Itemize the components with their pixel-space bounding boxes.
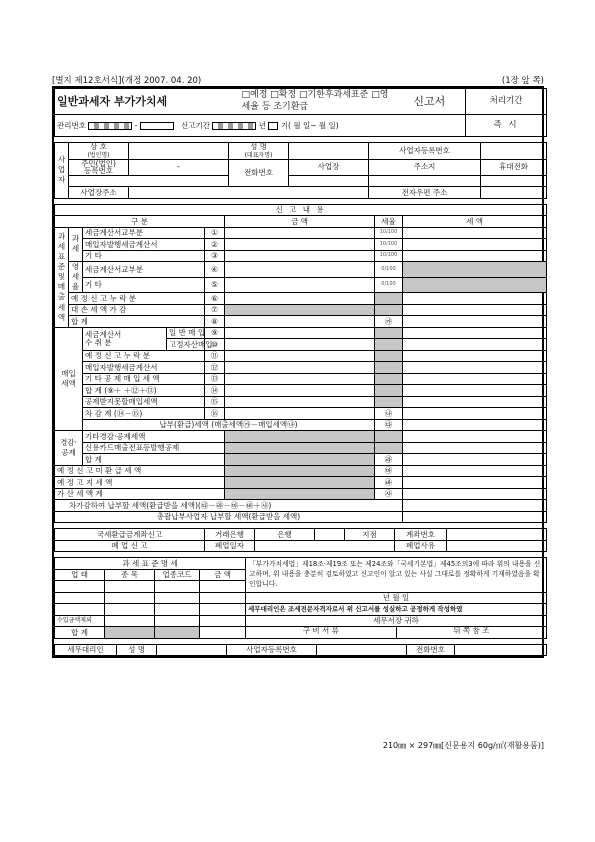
detail-cell[interactable] xyxy=(200,592,246,604)
extra-row-2-amount xyxy=(225,477,375,489)
col-tax: 세 액 xyxy=(403,216,547,228)
purchase-row-15-rate xyxy=(375,396,403,408)
purchase-row-13-num: ⑬ xyxy=(205,373,225,385)
purchase-row-11-num: ⑪ xyxy=(205,350,225,362)
phone-mobile-label: 휴대전화 xyxy=(481,159,547,175)
purchase-side-label: 매입세액 xyxy=(55,327,83,431)
purchase-row-10-rate xyxy=(375,339,403,351)
purchase-row-15-amount[interactable] xyxy=(225,396,375,408)
sales-row-2-amount[interactable] xyxy=(225,239,375,251)
phone-biz-label: 사업장 xyxy=(289,159,369,175)
sales-row-4-rate: 0/100 xyxy=(375,262,403,278)
purchase-row-12-amount[interactable] xyxy=(225,362,375,374)
purchase-row-15-num: ⑮ xyxy=(205,396,225,408)
sales-row-3-tax[interactable] xyxy=(403,250,547,262)
extra-row-2-label: 예 정 고 지 세 액 xyxy=(55,477,225,489)
address-label: 사업장주소 xyxy=(69,187,129,199)
sales-row-7-rate xyxy=(375,304,403,316)
agent-statement: 세무대리인은 조세전문자격자로서 위 신고서를 성실하고 공정하게 작성하였 xyxy=(246,604,547,616)
rep-name-label: 성 명 (대표자명) xyxy=(229,143,289,160)
detail-declaration xyxy=(54,557,547,639)
purchase-row-13-label: 기 타 공 제 매 입 세 액 xyxy=(83,373,205,385)
brn-label: 사업자등록번호 xyxy=(369,143,481,160)
payable-mark: ㉰ xyxy=(375,419,403,431)
deduct-row-1-tax[interactable] xyxy=(403,431,547,443)
sales-row-2-num: ② xyxy=(205,239,225,251)
docs-row xyxy=(246,627,547,639)
processing-period-value: 즉 시 xyxy=(466,115,547,137)
email-label: 전자우편 주소 xyxy=(369,187,481,199)
tax-office-addressee: 세무서장 귀하 xyxy=(246,615,547,627)
form-title-suffix: 신고서 xyxy=(394,89,466,115)
report-type-options[interactable]: □예정 □확정 □기한후과세표준 □영세율 등 조기환급 xyxy=(240,89,394,115)
agent-brn-field[interactable] xyxy=(317,644,407,656)
detail-total-amount[interactable] xyxy=(200,627,246,639)
vat-return-form xyxy=(52,86,544,658)
agent-footer xyxy=(54,644,547,657)
email-field[interactable] xyxy=(481,187,547,199)
deduct-row-2-amount xyxy=(225,442,375,454)
quarter-label: 기( 월 일~ 월 일) xyxy=(280,120,339,130)
final-row-2-tax[interactable] xyxy=(403,511,547,523)
sales-row-7-amount xyxy=(225,304,375,316)
deduct-side-label: 경감·공제 xyxy=(55,431,83,466)
tax-side-label: 과세 xyxy=(69,227,83,262)
rrn-field[interactable]: - xyxy=(129,159,229,175)
payable-label: 납부(환급)세액 (매출세액㉮－매입세액㉯) xyxy=(83,419,375,431)
agent-label: 세무대리인 xyxy=(55,644,117,656)
purchase-row-9-rate xyxy=(375,327,403,339)
detail-col-business: 업 태 xyxy=(55,569,105,581)
purchase-row-11-amount[interactable] xyxy=(225,350,375,362)
page-count: (1장 앞 쪽) xyxy=(501,76,544,86)
closure-reason-label: 폐업사유 xyxy=(395,540,447,552)
sales-row-5-rate: 0/100 xyxy=(375,277,403,293)
purchase-row-10-tax[interactable] xyxy=(403,339,547,351)
purchase-row-10-num: ⑩ xyxy=(205,339,225,351)
extra-row-3-mark: ㉴ xyxy=(375,488,403,500)
purchase-row-11-label: 예 정 신 고 누 락 분 xyxy=(83,350,205,362)
agent-phone-label: 전화번호 xyxy=(407,644,455,656)
closure-date-field[interactable] xyxy=(255,540,395,552)
deduct-total-tax[interactable] xyxy=(403,454,547,466)
quarter-field[interactable] xyxy=(268,122,278,130)
extra-row-3-label: 가 산 세 액 계 xyxy=(55,488,225,500)
sales-row-5-tax xyxy=(403,277,547,293)
sales-total-num: ⑧ xyxy=(205,316,225,328)
purchase-row-13-rate xyxy=(375,373,403,385)
payable-tax[interactable] xyxy=(403,419,547,431)
sales-row-7-num: ⑦ xyxy=(205,304,225,316)
detail-cell[interactable] xyxy=(55,604,105,616)
extra-row-3-tax[interactable] xyxy=(403,488,547,500)
address-field[interactable] xyxy=(129,187,369,199)
refund-label: 국세환급금계좌신고 xyxy=(55,529,205,541)
sales-total-amount[interactable] xyxy=(225,316,375,328)
purchase-row-12-rate xyxy=(375,362,403,374)
brn-field[interactable] xyxy=(481,143,547,160)
refund-closure xyxy=(54,528,547,552)
purchase-tax-mark: ㉯ xyxy=(375,408,403,420)
purchase-row-12-label: 매입자발행세금계산서 xyxy=(83,362,205,374)
purchase-row-9-label: 일 반 매 입 xyxy=(167,327,205,339)
purchase-row-14-label: 합 계 (⑨＋ ＋⑫＋⑬) xyxy=(83,385,205,397)
branch-field[interactable] xyxy=(315,529,345,541)
title-block xyxy=(54,88,547,137)
closure-reason-field[interactable] xyxy=(447,540,547,552)
mgmt-number-field-2[interactable] xyxy=(140,122,174,130)
bank-field[interactable]: 은행 xyxy=(255,529,315,541)
extra-row-1-amount xyxy=(225,465,375,477)
detail-cell[interactable] xyxy=(155,604,200,616)
col-kind: 구 분 xyxy=(55,216,225,228)
agent-name-field[interactable] xyxy=(157,644,227,656)
sales-row-1-num: ① xyxy=(205,227,225,239)
rrn-label: 주민(법인) 등록번호 xyxy=(69,159,129,175)
agent-phone-field[interactable] xyxy=(455,644,547,656)
sales-row-4-amount[interactable] xyxy=(225,262,375,278)
sales-row-3-label: 기 타 xyxy=(83,250,205,262)
report-year-field[interactable] xyxy=(212,122,256,130)
invoice-received-label: 세금계산서 수 취 분 xyxy=(83,327,167,350)
phone-label: 전화번호 xyxy=(229,159,289,187)
sales-tax-mark: ㉮ xyxy=(375,316,403,328)
purchase-row-9-num: ⑨ xyxy=(205,327,225,339)
report-content-title: 신 고 내 용 xyxy=(55,204,547,216)
detail-cell[interactable] xyxy=(155,592,200,604)
sales-row-3-amount[interactable] xyxy=(225,250,375,262)
detail-cell[interactable] xyxy=(200,581,246,593)
deduct-total-label: 합 계 xyxy=(83,454,225,466)
deduct-row-1-amount xyxy=(225,431,375,443)
sales-row-3-rate: 10/100 xyxy=(375,250,403,262)
company-name-field[interactable] xyxy=(129,143,229,160)
mgmt-row: 관리번호 - 신고기간 년 기( 월 일~ 월 일) xyxy=(55,115,466,137)
detail-cell[interactable] xyxy=(105,581,155,593)
sales-total-label: 합 계 xyxy=(69,316,205,328)
detail-total-item xyxy=(105,627,155,639)
extra-row-3-amount xyxy=(225,488,375,500)
closure-label: 폐 업 신 고 xyxy=(55,540,205,552)
bank-label: 거래은행 xyxy=(205,529,255,541)
detail-cell[interactable] xyxy=(200,604,246,616)
sales-row-6-num: ⑥ xyxy=(205,293,225,305)
detail-col-code: 업종코드 xyxy=(155,569,200,581)
docs-see-back: 뒤 쪽 참 조 xyxy=(453,626,490,636)
detail-cell[interactable] xyxy=(200,615,246,627)
report-content xyxy=(54,204,547,524)
detail-cell[interactable] xyxy=(155,581,200,593)
purchase-row-16-label: 차 감 계 (⑭－⑮) xyxy=(83,408,205,420)
purchase-row-11-tax[interactable] xyxy=(403,350,547,362)
mgmt-number-field[interactable] xyxy=(88,122,132,130)
paper-spec: 210㎜ × 297㎜[신문용지 60g/㎡(재활용품)] xyxy=(382,741,544,750)
sales-row-1-rate: 10/100 xyxy=(375,227,403,239)
processing-period-label: 처리기간 xyxy=(466,89,547,115)
sales-row-5-num: ⑤ xyxy=(205,277,225,293)
detail-cell[interactable] xyxy=(105,592,155,604)
extra-row-1-mark: ㉲ xyxy=(375,465,403,477)
phone-mobile-field[interactable] xyxy=(481,175,547,187)
detail-title: 과 세 표 준 명 세 xyxy=(55,558,246,570)
purchase-row-14-num: ⑭ xyxy=(205,385,225,397)
sales-row-4-num: ④ xyxy=(205,262,225,278)
extra-row-2-tax[interactable] xyxy=(403,477,547,489)
detail-cell[interactable] xyxy=(55,592,105,604)
sales-row-6-tax[interactable] xyxy=(403,293,547,305)
account-field[interactable] xyxy=(447,529,547,541)
phone-home-label: 주소지 xyxy=(369,159,481,175)
taxpayer-info xyxy=(54,142,547,199)
sales-row-7-tax[interactable] xyxy=(403,304,547,316)
purchase-row-12-tax[interactable] xyxy=(403,362,547,374)
sales-row-2-rate: 10/100 xyxy=(375,239,403,251)
agent-brn-label: 사업자등록번호 xyxy=(227,644,317,656)
col-amount: 금 액 xyxy=(225,216,375,228)
phone-biz-field[interactable] xyxy=(289,175,369,187)
detail-cell[interactable] xyxy=(155,615,200,627)
col-rate: 세율 xyxy=(375,216,403,228)
report-period-label: 신고기간 xyxy=(181,120,210,130)
sales-row-5-amount[interactable] xyxy=(225,277,375,293)
purchase-row-11-rate xyxy=(375,350,403,362)
deduct-row-2-label: 신용카드매출전표등발행공제 xyxy=(83,442,225,454)
purchase-row-16-amount[interactable] xyxy=(225,408,375,420)
form-number: [별지 제12호서식](개정 2007. 04. 20) xyxy=(52,76,202,86)
detail-col-item: 종 목 xyxy=(105,569,155,581)
sales-row-1-label: 세금계산서교부분 xyxy=(83,227,205,239)
sales-row-1-amount[interactable] xyxy=(225,227,375,239)
form-header xyxy=(52,74,544,86)
purchase-row-16-tax[interactable] xyxy=(403,408,547,420)
taxpayer-side-label: 사업자 xyxy=(55,143,69,199)
sales-row-7-label: 대 손 세 액 가 감 xyxy=(69,304,205,316)
detail-cell[interactable] xyxy=(105,604,155,616)
purchase-row-12-num: ⑫ xyxy=(205,362,225,374)
purchase-row-14-rate xyxy=(375,385,403,397)
zero-rate-side-label: 영세율 xyxy=(69,262,83,293)
docs-label: 구 비 서 류 xyxy=(246,627,397,638)
closure-date-label: 폐업일자 xyxy=(205,540,255,552)
final-row-2-label: 총괄납부사업자 납부할 세액(환급받을 세액) xyxy=(55,511,403,523)
sales-row-5-label: 기 타 xyxy=(83,277,205,293)
deduct-mark: ㉱ xyxy=(375,454,403,466)
final-row-1-tax[interactable] xyxy=(403,500,547,512)
sales-row-6-label: 예 정 신 고 누 락 분 xyxy=(69,293,205,305)
sales-row-6-amount[interactable] xyxy=(225,293,375,305)
detail-exempt-label: 수입금액제외 xyxy=(55,615,105,627)
sales-row-1-tax[interactable] xyxy=(403,227,547,239)
purchase-row-13-amount[interactable] xyxy=(225,373,375,385)
sales-row-6-rate xyxy=(375,293,403,305)
rrn-spacer xyxy=(69,175,229,187)
company-name-label: 상 호 (법인명) xyxy=(69,143,129,160)
deduct-total-amount xyxy=(225,454,375,466)
extra-row-2-mark: ㉳ xyxy=(375,477,403,489)
deduct-row-2-rate xyxy=(375,442,403,454)
purchase-row-14-amount[interactable] xyxy=(225,385,375,397)
purchase-row-9-amount[interactable] xyxy=(225,327,375,339)
phone-home-field[interactable] xyxy=(369,175,481,187)
year-label: 년 xyxy=(258,120,267,130)
purchase-row-13-tax[interactable] xyxy=(403,373,547,385)
sales-row-2-label: 매입자발행세금계산서 xyxy=(83,239,205,251)
purchase-row-14-tax[interactable] xyxy=(403,385,547,397)
declaration-date[interactable]: 년 월 일 xyxy=(246,592,547,604)
declaration-text: 「부가가치세법」제18조·제19조 또는 제24조와「국세기본법」제45조의3에 따라 위의 내용을 신고하며, 위 내용을 충분히 검토하였고 신고인이 알고 있는 사실 그대로를 정확하게 기재하였음을 확인합니다. xyxy=(246,558,547,593)
extra-row-1-tax[interactable] xyxy=(403,465,547,477)
sales-row-3-num: ③ xyxy=(205,250,225,262)
purchase-row-15-tax[interactable] xyxy=(403,396,547,408)
sales-total-tax[interactable] xyxy=(403,316,547,328)
deduct-row-1-label: 기타경감·공제세액 xyxy=(83,431,225,443)
deduct-row-2-tax[interactable] xyxy=(403,442,547,454)
purchase-row-9-tax[interactable] xyxy=(403,327,547,339)
branch-label: 지점 xyxy=(345,529,395,541)
final-row-1-label: 차가감하여 납부할 세액(환급받을 세액)(㉰－㉱－㉲－㉳＋㉴) xyxy=(55,500,403,512)
purchase-row-10-label: 고정자산매입 xyxy=(167,339,205,351)
account-label: 계좌번호 xyxy=(395,529,447,541)
form-title: 일반과세자 부가가치세 xyxy=(55,89,240,115)
sales-row-2-tax[interactable] xyxy=(403,239,547,251)
mgmt-number-label: 관리번호 xyxy=(57,120,86,130)
detail-cell[interactable] xyxy=(105,615,155,627)
detail-cell[interactable] xyxy=(55,581,105,593)
deduct-row-1-rate xyxy=(375,431,403,443)
detail-total-code xyxy=(155,627,200,639)
extra-row-1-label: 예 정 신 고 미 환 급 세 액 xyxy=(55,465,225,477)
sales-row-4-tax xyxy=(403,262,547,278)
purchase-row-15-label: 공제받지못할매입세액 xyxy=(83,396,205,408)
agent-name-label: 성 명 xyxy=(117,644,157,656)
purchase-row-10-amount[interactable] xyxy=(225,339,375,351)
rep-name-field[interactable] xyxy=(289,143,369,160)
detail-total-label: 합 계 xyxy=(55,627,105,639)
sales-row-4-label: 세금계산서교부분 xyxy=(83,262,205,278)
sales-side-label: 과세표준및매출세액 xyxy=(55,227,69,327)
purchase-row-16-num: ⑯ xyxy=(205,408,225,420)
detail-col-amount: 금 액 xyxy=(200,569,246,581)
